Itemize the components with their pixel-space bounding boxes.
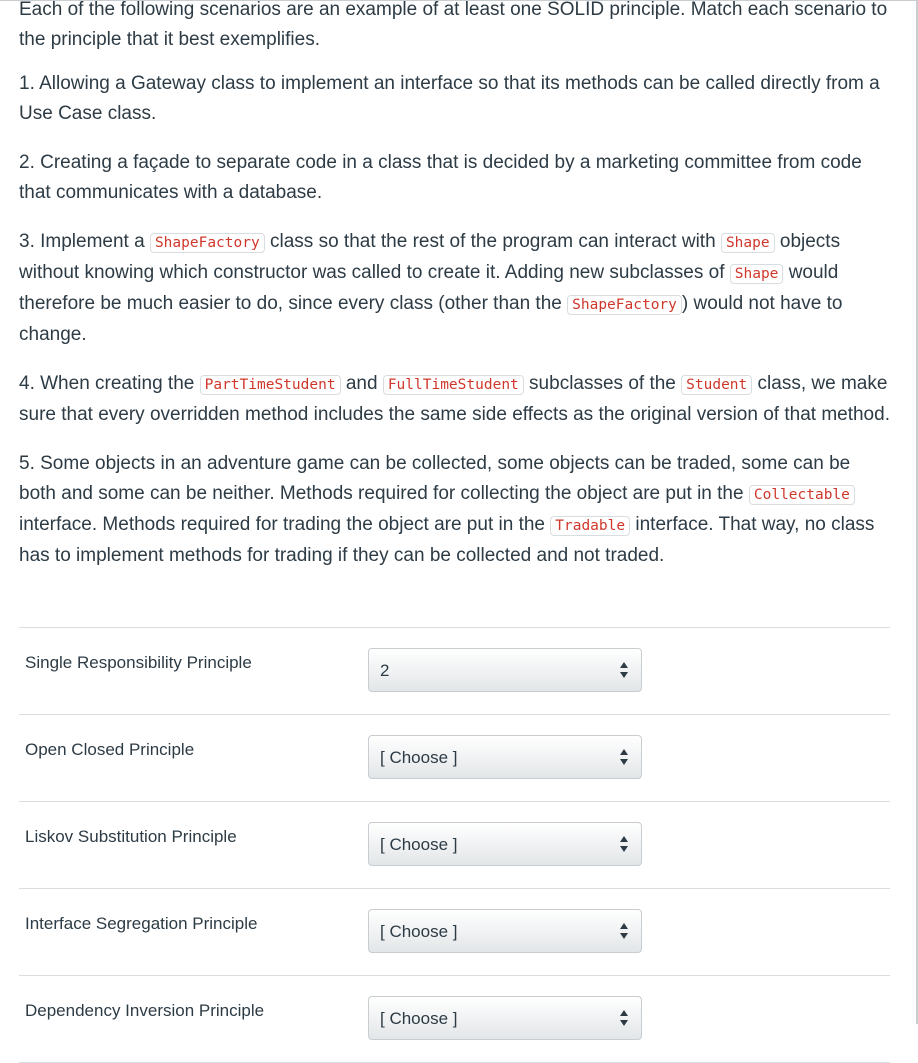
scenario-3 [19, 227, 891, 350]
answer-select[interactable] [368, 648, 642, 692]
scenario-3-text-c: objects without knowing which constructor was called to create it. Adding new subclasses of [19, 231, 841, 283]
code-student: Student [681, 375, 752, 395]
principle-label: Liskov Substitution Principle [25, 827, 237, 846]
principle-label: Dependency Inversion Principle [25, 1001, 265, 1020]
code-fulltimestudent: FullTimeStudent [383, 375, 524, 395]
scenario-1: 1. Allowing a Gateway class to implement an interface so that its methods can be called directly from a Use Case class. [19, 73, 880, 124]
scenario-5-text-b: interface. Methods required for trading the object are put in the [19, 514, 551, 535]
scenario-3-text-e: ) would not have to change. [19, 293, 843, 345]
match-row [19, 802, 890, 889]
principle-label: Open Closed Principle [25, 740, 195, 759]
code-shape: Shape [730, 264, 784, 284]
match-row [19, 715, 890, 802]
up-down-arrows-icon [619, 748, 629, 766]
match-row [19, 976, 890, 1063]
scenario-5-text-c: interface. That way, no class has to implement methods for trading if they can be collected and not traded. [19, 514, 875, 566]
answer-select[interactable] [368, 909, 642, 953]
scenario-3-text-b: class so that the rest of the program can interact with [264, 231, 721, 252]
scenario-4-text-a: 4. When creating the [19, 373, 200, 394]
scenario-4-text-c: subclasses of the [523, 373, 682, 394]
select-value: 2 [380, 661, 390, 680]
code-parttimestudent: PartTimeStudent [200, 375, 341, 395]
scenario-2: 2. Creating a façade to separate code in a class that is decided by a marketing committee from code that communicates with a database. [19, 152, 862, 203]
match-row [19, 889, 890, 976]
select-value: [ Choose ] [380, 835, 458, 854]
select-value: [ Choose ] [380, 922, 458, 941]
answer-select[interactable] [368, 735, 642, 779]
up-down-arrows-icon [619, 661, 629, 679]
up-down-arrows-icon [619, 922, 629, 940]
select-value: [ Choose ] [380, 1009, 458, 1028]
scenario-5-text-a: 5. Some objects in an adventure game can be collected, some objects can be traded, some can be both and some can be neither. Methods required for collecting the object are put in the [19, 453, 851, 504]
code-shape: Shape [721, 233, 775, 253]
question-text [19, 0, 891, 590]
principle-label: Interface Segregation Principle [25, 914, 258, 933]
scenario-3-text-a: 3. Implement a [19, 231, 150, 252]
code-tradable: Tradable [550, 516, 630, 536]
intro-text: Each of the following scenarios are an example of at least one SOLID principle. Match each scenario to the principle that it best exemplifies. [19, 0, 888, 50]
scenario-3-text-d: would therefore be much easier to do, since every class (other than the [19, 262, 839, 314]
principle-label: Single Responsibility Principle [25, 653, 252, 672]
up-down-arrows-icon [619, 835, 629, 853]
scenario-4-text-d: class, we make sure that every overridden method includes the same side effects as the original version of that method. [19, 373, 890, 425]
answer-select[interactable] [368, 996, 642, 1040]
answer-select[interactable] [368, 822, 642, 866]
code-shapefactory: ShapeFactory [567, 295, 682, 315]
matching-table [19, 627, 890, 1063]
scenario-5 [19, 449, 891, 571]
match-row [19, 628, 890, 715]
code-shapefactory: ShapeFactory [150, 233, 265, 253]
select-value: [ Choose ] [380, 748, 458, 767]
code-collectable: Collectable [749, 485, 855, 505]
scenario-4 [19, 369, 891, 430]
up-down-arrows-icon [619, 1009, 629, 1027]
scenario-4-text-b: and [340, 373, 383, 394]
